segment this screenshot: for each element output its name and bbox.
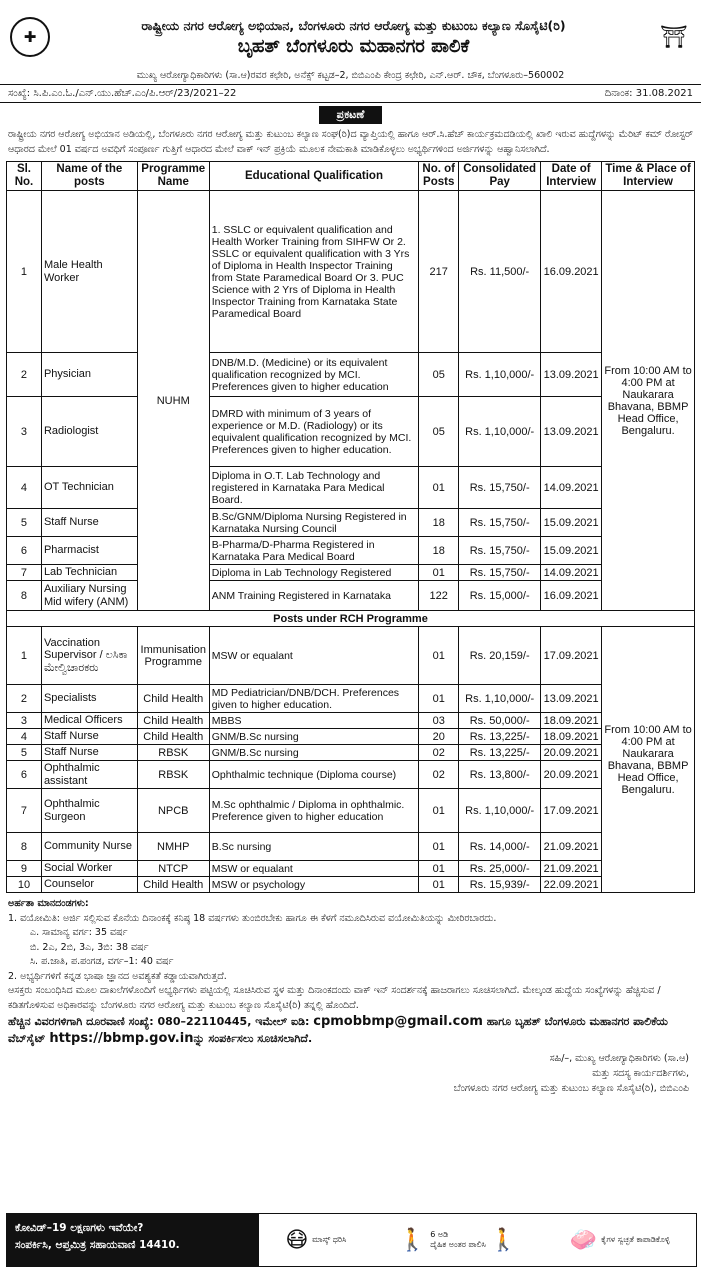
cell-date: 13.09.2021: [541, 397, 602, 467]
cell-sl: 2: [7, 353, 42, 397]
cell-post: Male Health Worker: [41, 191, 137, 353]
cell-posts: 01: [419, 565, 459, 581]
table-row: [7, 627, 695, 685]
cell-posts: 02: [419, 745, 459, 761]
distance-text: ದೈಹಿಕ ಅಂತರ ಪಾಲಿಸಿ: [430, 1240, 486, 1249]
helpline-text: ಸಂಪರ್ಕಿಸಿ, ಆಪ್ತಮಿತ್ರ ಸಹಾಯವಾಣಿ 14410.: [15, 1239, 180, 1251]
cell-posts: 03: [419, 713, 459, 729]
cell-pay: Rs. 15,000/-: [459, 581, 541, 611]
reference-number: ಸಂಖ್ಯೆ: ಸಿ.ಪಿ.ಎಂ.ಓ./ಎನ್.ಯು.ಹೆಚ್.ಎಂ/ಪಿ.ಆರ್/23/2021–22: [8, 88, 237, 99]
handwash-icon: 🧼: [569, 1227, 598, 1253]
table-row: [7, 537, 695, 565]
cell-programme: RBSK: [137, 761, 209, 789]
cell-date: 20.09.2021: [541, 745, 602, 761]
col-posts: No. of Posts: [419, 162, 459, 191]
distance-guideline: [399, 1228, 517, 1253]
handwash-guideline: [570, 1228, 670, 1253]
cell-post: Ophthalmic Surgeon: [41, 789, 137, 833]
cell-post: Pharmacist: [41, 537, 137, 565]
cell-date: 21.09.2021: [541, 833, 602, 861]
rch-subheading-row: [7, 611, 695, 627]
cell-qualification: GNM/B.Sc nursing: [209, 729, 418, 745]
cell-date: 22.09.2021: [541, 877, 602, 893]
cell-qualification: 1. SSLC or equivalent qualification and Health Worker Training from SIHFW Or 2. SSLC or equivalent qualification with 3 Yrs of Diploma in Health Inspector Training from State Paramedical Board Or 3. PUC Science with 2 Yrs of Diploma in Health Inspector Training from Karnataka State Paramedical Board: [209, 191, 418, 353]
signature-line-1: ಸಹಿ/–, ಮುಖ್ಯ ಆರೋಗ್ಯಾಧಿಕಾರಿಗಳು (ಸಾ.ಆ): [549, 1053, 689, 1064]
cell-qualification: MSW or equalant: [209, 861, 418, 877]
cell-posts: 05: [419, 353, 459, 397]
cell-sl: 6: [7, 537, 42, 565]
cell-qualification: MSW or psychology: [209, 877, 418, 893]
cell-qualification: ANM Training Registered in Karnataka: [209, 581, 418, 611]
mask-guideline: [285, 1228, 346, 1253]
table-row: [7, 397, 695, 467]
mask-label: ಮಾಸ್ಕ್ ಧರಿಸಿ: [312, 1235, 347, 1244]
cell-programme: Child Health: [137, 685, 209, 713]
cell-sl: 2: [7, 685, 42, 713]
cell-programme: Child Health: [137, 729, 209, 745]
nuhm-logo-icon: ✚: [10, 17, 50, 57]
cell-qualification: Ophthalmic technique (Diploma course): [209, 761, 418, 789]
cell-pay: Rs. 13,225/-: [459, 729, 541, 745]
covid-question: ಕೋವಿಡ್–19 ಲಕ್ಷಣಗಳು ಇವೆಯೇ?: [15, 1222, 144, 1234]
cell-date: 13.09.2021: [541, 685, 602, 713]
cell-qualification: DMRD with minimum of 3 years of experience or M.D. (Radiology) or its equivalent qualification recognized by MCI. Preferences given to higher education.: [209, 397, 418, 467]
person-icon: 🚶: [489, 1227, 518, 1253]
notice-date: ದಿನಾಂಕ: 31.08.2021: [604, 88, 693, 99]
col-sl: Sl. No.: [7, 162, 42, 191]
cell-venue-nuhm: From 10:00 AM to 4:00 PM at Naukarara Bhavana, BBMP Head Office, Bengaluru.: [602, 191, 695, 611]
table-row: [7, 685, 695, 713]
covid-helpline-box: [7, 1214, 259, 1266]
col-programme: Programme Name: [137, 162, 209, 191]
contact-prefix: ಹೆಚ್ಚಿನ ವಿವರಗಳಿಗಾಗಿ ದೂರವಾಣಿ ಸಂಖ್ಯೆ: 080–22110445, ಇಮೇಲ್ ಐಡಿ:: [8, 1015, 310, 1028]
cell-programme: NPCB: [137, 789, 209, 833]
cell-sl: 10: [7, 877, 42, 893]
handwash-label: ಕೈಗಳ ಸ್ವಚ್ಛತೆ ಕಾಪಾಡಿಕೊಳ್ಳಿ: [601, 1235, 670, 1244]
cell-qualification: B.Sc nursing: [209, 833, 418, 861]
cell-sl: 3: [7, 713, 42, 729]
cell-post: Medical Officers: [41, 713, 137, 729]
cell-sl: 3: [7, 397, 42, 467]
website-link[interactable]: https://bbmp.gov.in: [49, 1031, 194, 1046]
cell-date: 16.09.2021: [541, 581, 602, 611]
cell-posts: 18: [419, 537, 459, 565]
mask-icon: 😷: [285, 1227, 309, 1253]
cell-post: Community Nurse: [41, 833, 137, 861]
email-link[interactable]: cpmobbmp@gmail.com: [313, 1014, 483, 1029]
cell-pay: Rs. 13,800/-: [459, 761, 541, 789]
cell-pay: Rs. 11,500/-: [459, 191, 541, 353]
table-row: [7, 833, 695, 861]
cell-date: 14.09.2021: [541, 565, 602, 581]
cell-post: Physician: [41, 353, 137, 397]
cell-programme-nuhm: NUHM: [137, 191, 209, 611]
col-qualification: Educational Qualification: [209, 162, 418, 191]
documents-note: ಆಸಕ್ತರು ಸಂಬಂಧಿಸಿದ ಮೂಲ ದಾಖಲೆಗಳೊಂದಿಗೆ ಅಭ್ಯರ್ಥಿಗಳು ಪಟ್ಟಿಯಲ್ಲಿ ಸೂಚಿಸಿರುವ ಸ್ಥಳ ಮತ್ತು ದಿನಾಂಕದಂದು ವಾಕ್ ಇನ್ ಸಂದರ್ಶನಕ್ಕೆ ಹಾಜರಾಗಲು ಸೂಚಿಸಲಾಗಿದೆ. ಮೇಲ್ಕಂಡ ಹುದ್ದೆಯ ಸಂಖ್ಯೆಗಳನ್ನು ಹೆಚ್ಚಿಸುವ / ಕಡಿತಗೊಳಿಸುವ ಅಧಿಕಾರವನ್ನು ಬೆಂಗಳೂರು ನಗರ ಆರೋಗ್ಯ ಮತ್ತು ಕುಟುಂಬ ಕಲ್ಯಾಣ ಸೊಸೈಟಿ(ರಿ) ತನ್ನಲ್ಲಿ ಹೊಂದಿದೆ.: [8, 985, 661, 1011]
cell-venue-rch: From 10:00 AM to 4:00 PM at Naukarara Bhavana, BBMP Head Office, Bengaluru.: [602, 627, 695, 893]
table-row: [7, 877, 695, 893]
col-date: Date of Interview: [541, 162, 602, 191]
org-line-1: ರಾಷ್ಟ್ರೀಯ ನಗರ ಆರೋಗ್ಯ ಅಭಿಯಾನ, ಬೆಂಗಳೂರು ನಗರ ಆರೋಗ್ಯ ಮತ್ತು ಕುಟುಂಬ ಕಲ್ಯಾಣ ಸೊಸೈಟಿ(ರಿ): [141, 17, 566, 33]
cell-pay: Rs. 1,10,000/-: [459, 397, 541, 467]
cell-programme: Immunisation Programme: [137, 627, 209, 685]
cell-date: 20.09.2021: [541, 761, 602, 789]
cell-posts: 217: [419, 191, 459, 353]
cell-post: Staff Nurse: [41, 509, 137, 537]
contact-info: [8, 1013, 693, 1047]
cell-qualification: MSW or equalant: [209, 627, 418, 685]
cell-pay: Rs. 15,939/-: [459, 877, 541, 893]
person-icon: 🚶: [398, 1227, 427, 1253]
eligibility-title: ಅರ್ಹತಾ ಮಾನದಂಡಗಳು:: [8, 898, 89, 909]
age-general: ಎ. ಸಾಮಾನ್ಯ ವರ್ಗ: 35 ವರ್ಷ: [30, 927, 128, 938]
contact-mid: ಹಾಗೂ ಬೃಹತ್ ಬೆಂಗಳೂರು ಮಹಾನಗರ ಪಾಲಿಕೆಯ ವೆಬ್‌ಸೈಟ್: [8, 1015, 668, 1045]
table-row: [7, 509, 695, 537]
cell-post: Specialists: [41, 685, 137, 713]
cell-posts: 01: [419, 467, 459, 509]
cell-post: OT Technician: [41, 467, 137, 509]
cell-qualification: B-Pharma/D-Pharma Registered in Karnataka Para Medical Board: [209, 537, 418, 565]
table-header-row: [7, 162, 695, 191]
cell-sl: 1: [7, 191, 42, 353]
signature-line-3: ಬೆಂಗಳೂರು ನಗರ ಆರೋಗ್ಯ ಮತ್ತು ಕುಟುಂಬ ಕಲ್ಯಾಣ ಸೊಸೈಟಿ(ರಿ), ಬಿಬಿಎಂಪಿ: [453, 1083, 689, 1094]
cell-programme: Child Health: [137, 713, 209, 729]
cell-sl: 4: [7, 729, 42, 745]
cell-pay: Rs. 15,750/-: [459, 467, 541, 509]
cell-qualification: DNB/M.D. (Medicine) or its equivalent qualification recognized by MCI. Preferences given to higher education: [209, 353, 418, 397]
cell-pay: Rs. 13,225/-: [459, 745, 541, 761]
cell-qualification: M.Sc ophthalmic / Diploma in ophthalmic. Preference given to higher education: [209, 789, 418, 833]
notice-title: ಪ್ರಕಟಣೆ: [319, 106, 383, 124]
cell-pay: Rs. 25,000/-: [459, 861, 541, 877]
contact-suffix: ನ್ನು ಸಂಪರ್ಕಿಸಲು ಸೂಚಿಸಲಾಗಿದೆ.: [193, 1032, 313, 1045]
cell-post: Staff Nurse: [41, 729, 137, 745]
cell-posts: 01: [419, 789, 459, 833]
table-row: [7, 861, 695, 877]
vacancy-table: [6, 161, 695, 893]
cell-date: 13.09.2021: [541, 353, 602, 397]
table-row: [7, 191, 695, 353]
cell-sl: 9: [7, 861, 42, 877]
cell-date: 14.09.2021: [541, 467, 602, 509]
cell-post: Staff Nurse: [41, 745, 137, 761]
bbmp-emblem-icon: ⛩: [660, 24, 688, 50]
eligibility-section: [0, 893, 701, 1051]
cell-qualification: MD Pediatrician/DNB/DCH. Preferences given to higher education.: [209, 685, 418, 713]
table-row: [7, 467, 695, 509]
cell-date: 18.09.2021: [541, 713, 602, 729]
age-rule: 1. ವಯೋಮಿತಿ: ಅರ್ಜಿ ಸಲ್ಲಿಸುವ ಕೊನೆಯ ದಿನಾಂಕಕ್ಕೆ ಕನಿಷ್ಠ 18 ವರ್ಷಗಳು ತುಂಬಿರಬೇಕು ಹಾಗೂ ಈ ಕೆಳಗೆ ನಮೂದಿಸಿರುವ ವಯೋಮಿತಿಯನ್ನು ಮೀರಿರಬಾರದು.: [8, 912, 497, 924]
cell-date: 18.09.2021: [541, 729, 602, 745]
cell-posts: 01: [419, 627, 459, 685]
cell-programme: NMHP: [137, 833, 209, 861]
cell-pay: Rs. 15,750/-: [459, 509, 541, 537]
cell-posts: 20: [419, 729, 459, 745]
col-post: Name of the posts: [41, 162, 137, 191]
signature-line-2: ಮತ್ತು ಸದಸ್ಯ ಕಾರ್ಯದರ್ಶಿಗಳು,: [592, 1068, 689, 1079]
signature-block: [0, 1051, 701, 1096]
cell-sl: 5: [7, 745, 42, 761]
org-heading: [50, 18, 657, 57]
cell-posts: 01: [419, 861, 459, 877]
table-row: [7, 789, 695, 833]
reference-line: [0, 85, 701, 103]
cell-pay: Rs. 1,10,000/-: [459, 685, 541, 713]
covid-guidelines: [259, 1214, 696, 1266]
cell-qualification: Diploma in Lab Technology Registered: [209, 565, 418, 581]
cell-programme: RBSK: [137, 745, 209, 761]
cell-posts: 02: [419, 761, 459, 789]
col-pay: Consolidated Pay: [459, 162, 541, 191]
table-row: [7, 353, 695, 397]
table-row: [7, 761, 695, 789]
cell-sl: 7: [7, 565, 42, 581]
cell-pay: Rs. 1,10,000/-: [459, 789, 541, 833]
cell-qualification: GNM/B.Sc nursing: [209, 745, 418, 761]
cell-post: Ophthalmic assistant: [41, 761, 137, 789]
cell-pay: Rs. 14,000/-: [459, 833, 541, 861]
distance-label: [430, 1230, 486, 1250]
office-address: ಮುಖ್ಯ ಆರೋಗ್ಯಾಧಿಕಾರಿಗಳು (ಸಾ.ಆ)ರವರ ಕಛೇರಿ, ಅನೆಕ್ಸ್ ಕಟ್ಟಡ–2, ಬಿಬಿಎಂಪಿ ಕೇಂದ್ರ ಕಛೇರಿ, ಎನ್.ಆರ್. ಚೌಕ, ಬೆಂಗಳೂರು–560002: [0, 66, 701, 85]
cell-post: Radiologist: [41, 397, 137, 467]
cell-qualification: B.Sc/GNM/Diploma Nursing Registered in Karnataka Nursing Council: [209, 509, 418, 537]
cell-sl: 1: [7, 627, 42, 685]
cell-date: 16.09.2021: [541, 191, 602, 353]
table-row: [7, 565, 695, 581]
table-row: [7, 729, 695, 745]
cell-programme: Child Health: [137, 877, 209, 893]
col-time-place: Time & Place of Interview: [602, 162, 695, 191]
cell-sl: 6: [7, 761, 42, 789]
intro-paragraph: ರಾಷ್ಟ್ರೀಯ ನಗರ ಆರೋಗ್ಯ ಅಭಿಯಾನ ಅಡಿಯಲ್ಲಿ, ಬೆಂಗಳೂರು ನಗರ ಆರೋಗ್ಯ ಮತ್ತು ಕುಟುಂಬ ಕಲ್ಯಾಣ ಸಂಘ(ರಿ)ದ ವ್ಯಾಪ್ತಿಯಲ್ಲಿ ಹಾಗೂ ಆರ್.ಸಿ.ಹೆಚ್ ಕಾರ್ಯಕ್ರಮದಡಿಯಲ್ಲಿ ಖಾಲಿ ಇರುವ ಹುದ್ದೆಗಳನ್ನು ಮೆರಿಟ್ ಕಮ್ ರೋಸ್ಟರ್ ಆಧಾರದ ಮೇಲೆ 01 ವರ್ಷದ ಅವಧಿಗೆ ಸಂಪೂರ್ಣ ಗುತ್ತಿಗೆ ಆಧಾರದ ಮೇಲೆ ವಾಕ್ ಇನ್ ಪ್ರಕ್ರಿಯೆ ಮೂಲಕ ನೇಮಕಾತಿ ಮಾಡಿಕೊಳ್ಳಲು ಅಭ್ಯರ್ಥಿಗಳಿಂದ ಅರ್ಜಿಗಳನ್ನು ಆಹ್ವಾನಿಸಲಾಗಿದೆ.: [8, 129, 693, 155]
cell-date: 17.09.2021: [541, 789, 602, 833]
cell-post: Vaccination Supervisor / ಲಸಿಕಾ ಮೇಲ್ವಿಚಾರಕರು: [41, 627, 137, 685]
notice-banner: [0, 106, 701, 124]
cell-posts: 01: [419, 685, 459, 713]
cell-post: Auxiliary Nursing Mid wifery (ANM): [41, 581, 137, 611]
cell-pay: Rs. 50,000/-: [459, 713, 541, 729]
age-sc-st: ಸಿ. ಪ.ಜಾತಿ, ಪ.ಪಂಗಡ, ವರ್ಗ–1: 40 ವರ್ಷ: [30, 956, 174, 967]
cell-date: 21.09.2021: [541, 861, 602, 877]
rch-subheading: Posts under RCH Programme: [7, 611, 695, 627]
cell-programme: NTCP: [137, 861, 209, 877]
cell-pay: Rs. 15,750/-: [459, 565, 541, 581]
cell-posts: 18: [419, 509, 459, 537]
cell-sl: 8: [7, 581, 42, 611]
age-obc: ಬಿ. 2ಎ, 2ಬಿ, 3ಎ, 3ಬಿ: 38 ವರ್ಷ: [30, 941, 149, 953]
cell-post: Lab Technician: [41, 565, 137, 581]
covid-footer: [6, 1213, 697, 1267]
cell-post: Social Worker: [41, 861, 137, 877]
cell-date: 15.09.2021: [541, 537, 602, 565]
kannada-rule: 2. ಅಭ್ಯರ್ಥಿಗಳಿಗೆ ಕನ್ನಡ ಭಾಷಾ ಜ್ಞಾನದ ಅವಶ್ಯಕತೆ ಕಡ್ಡಾಯವಾಗಿರುತ್ತದೆ.: [8, 970, 227, 982]
cell-pay: Rs. 1,10,000/-: [459, 353, 541, 397]
cell-date: 15.09.2021: [541, 509, 602, 537]
cell-sl: 5: [7, 509, 42, 537]
cell-post: Counselor: [41, 877, 137, 893]
table-row: [7, 581, 695, 611]
cell-sl: 7: [7, 789, 42, 833]
table-row: [7, 745, 695, 761]
table-row: [7, 713, 695, 729]
cell-pay: Rs. 15,750/-: [459, 537, 541, 565]
cell-posts: 01: [419, 833, 459, 861]
cell-qualification: Diploma in O.T. Lab Technology and registered in Karnataka Para Medical Board.: [209, 467, 418, 509]
cell-sl: 4: [7, 467, 42, 509]
cell-sl: 8: [7, 833, 42, 861]
distance-feet: 6 ಅಡಿ: [430, 1230, 449, 1239]
cell-qualification: MBBS: [209, 713, 418, 729]
cell-pay: Rs. 20,159/-: [459, 627, 541, 685]
cell-date: 17.09.2021: [541, 627, 602, 685]
org-line-2: ಬೃಹತ್ ಬೆಂಗಳೂರು ಮಹಾನಗರ ಪಾಲಿಕೆ: [237, 35, 470, 57]
header: [0, 0, 701, 66]
cell-posts: 122: [419, 581, 459, 611]
cell-posts: 01: [419, 877, 459, 893]
cell-posts: 05: [419, 397, 459, 467]
